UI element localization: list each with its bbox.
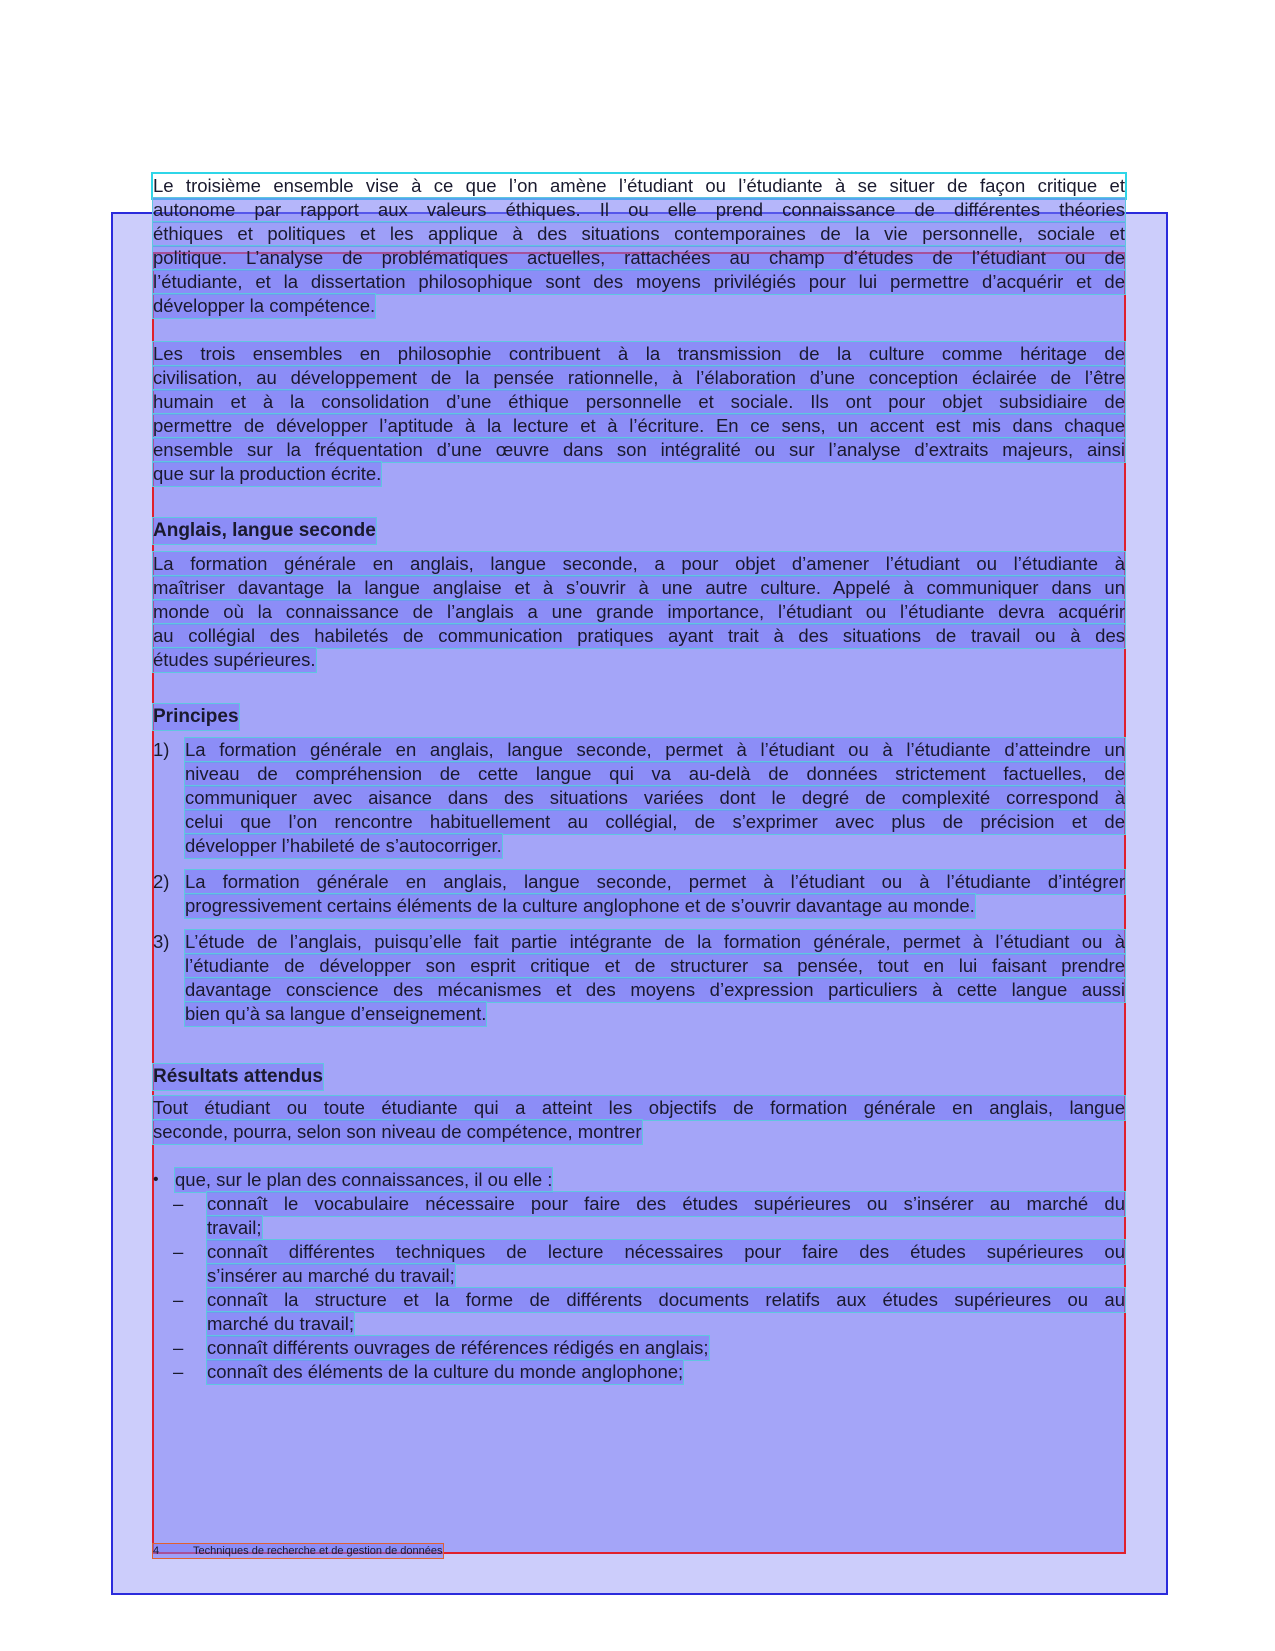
sub-list-item [153, 1336, 1125, 1360]
item-line: niveau de compréhension de cette langue qui va au-delà de données strictement factuelles, de [185, 763, 1125, 784]
paragraph-line: au collégial des habiletés de communication pratiques ayant trait à des situations de travail ou à des [153, 625, 1125, 646]
item-line: progressivement certains éléments de la culture anglophone et de s’ouvrir davantage au monde. [185, 895, 975, 916]
paragraph-line: politique. L’analyse de problématiques actuelles, rattachées au champ d’études de l’étudiant ou de [153, 247, 1125, 268]
dash-icon: – [173, 1361, 184, 1382]
sub-item-line: travail; [207, 1217, 262, 1238]
item-line: l’étudiante de développer son esprit critique et de structurer sa pensée, tout en lui faisant prendre [185, 955, 1125, 976]
item-line: bien qu’à sa langue d’enseignement. [185, 1003, 487, 1024]
item-number: 2) [153, 871, 170, 892]
paragraph-line: Tout étudiant ou toute étudiante qui a atteint les objectifs de formation générale en anglais, langue [153, 1097, 1125, 1118]
philosophy-paragraph [153, 342, 1125, 486]
item-line: celui que l’on rencontre habituellement au collégial, de s’exprimer avec plus de précision et de [185, 811, 1125, 832]
paragraph-line: études supérieures. [153, 649, 316, 670]
dash-icon: – [173, 1241, 184, 1262]
page-footer [153, 1544, 443, 1558]
item-line: communiquer avec aisance dans des situations variées dont le degré de complexité correspond à [185, 787, 1125, 808]
item-line: davantage conscience des mécanismes et des moyens d’expression particuliers à cette langue aussi [185, 979, 1125, 1000]
section-results [153, 1064, 1125, 1384]
paragraph-line: développer la compétence. [153, 295, 376, 316]
paragraph-line: maîtriser davantage la langue anglaise et à s’ouvrir à une autre culture. Appelé à communiquer dans un [153, 577, 1125, 598]
paragraph-line: civilisation, au développement de la pensée rationnelle, à l’élaboration d’une conception éclairée de l’être [153, 367, 1125, 388]
paragraph-line: Le troisième ensemble vise à ce que l’on amène l’étudiant ou l’étudiante à se situer de façon critique et [153, 175, 1125, 196]
sub-list-item [153, 1240, 1125, 1288]
item-line: La formation générale en anglais, langue seconde, permet à l’étudiant ou à l’étudiante d’intégrer [185, 871, 1125, 892]
intro-paragraph [153, 174, 1125, 318]
bullet-icon: • [153, 1171, 159, 1188]
item-line: La formation générale en anglais, langue seconde, permet à l’étudiant ou à l’étudiante d’atteindre un [185, 739, 1125, 760]
sub-item-line: connaît différents ouvrages de références rédigés en anglais; [207, 1337, 709, 1358]
bullet-item [153, 1168, 1125, 1192]
document-body [153, 174, 1125, 1384]
sub-item-line: connaît différentes techniques de lecture nécessaires pour faire des études supérieures ou [207, 1241, 1125, 1262]
paragraph-line: monde où la connaissance de l’anglais a une grande importance, l’étudiant ou l’étudiante devra acquérir [153, 601, 1125, 622]
sub-list-item [153, 1360, 1125, 1384]
item-number: 3) [153, 931, 170, 952]
sub-item-line: connaît le vocabulaire nécessaire pour faire des études supérieures ou s’insérer au marché du [207, 1193, 1125, 1214]
item-line: L’étude de l’anglais, puisqu’elle fait partie intégrante de la formation générale, permet à l’étudiant ou à [185, 931, 1125, 952]
dash-icon: – [173, 1337, 184, 1358]
numbered-item [153, 870, 1125, 918]
paragraph-line: La formation générale en anglais, langue seconde, a pour objet d’amener l’étudiant ou l’étudiante à [153, 553, 1125, 574]
bullet-text: que, sur le plan des connaissances, il ou elle : [175, 1169, 553, 1190]
page-number: 4 [153, 1545, 160, 1557]
paragraph-line: seconde, pourra, selon son niveau de compétence, montrer [153, 1121, 642, 1142]
section-principles [153, 704, 1125, 1026]
sub-item-line: marché du travail; [207, 1313, 355, 1334]
section-heading: Résultats attendus [153, 1064, 323, 1090]
paragraph-line: que sur la production écrite. [153, 463, 382, 484]
paragraph-line: Les trois ensembles en philosophie contribuent à la transmission de la culture comme héritage de [153, 343, 1125, 364]
section-heading: Anglais, langue seconde [153, 518, 376, 544]
paragraph-line: l’étudiante, et la dissertation philosophique sont des moyens privilégiés pour lui permettre d’acquérir et de [153, 271, 1125, 292]
footer-title: Techniques de recherche et de gestion de données [193, 1545, 443, 1557]
paragraph-line: éthiques et politiques et les applique à des situations contemporaines de la vie personnelle, sociale et [153, 223, 1125, 244]
section-heading: Principes [153, 704, 239, 730]
sub-item-line: s’insérer au marché du travail; [207, 1265, 455, 1286]
item-number: 1) [153, 739, 170, 760]
sub-list-item [153, 1288, 1125, 1336]
section-english [153, 518, 1125, 672]
dash-icon: – [173, 1193, 184, 1214]
dash-icon: – [173, 1289, 184, 1310]
paragraph-line: ensemble sur la fréquentation d’une œuvre dans son intégralité ou sur l’analyse d’extraits majeurs, ainsi [153, 439, 1125, 460]
sub-item-line: connaît la structure et la forme de différents documents relatifs aux études supérieures ou au [207, 1289, 1125, 1310]
numbered-item [153, 930, 1125, 1026]
paragraph-line: humain et à la consolidation d’une éthique personnelle et sociale. Ils ont pour objet subsidiaire de [153, 391, 1125, 412]
sub-item-line: connaît des éléments de la culture du monde anglophone; [207, 1361, 684, 1382]
numbered-item [153, 738, 1125, 858]
sub-list-item [153, 1192, 1125, 1240]
item-line: développer l’habileté de s’autocorriger. [185, 835, 502, 856]
paragraph-line: permettre de développer l’aptitude à la lecture et à l’écriture. En ce sens, un accent est mis dans chaque [153, 415, 1125, 436]
paragraph-line: autonome par rapport aux valeurs éthiques. Il ou elle prend connaissance de différentes théories [153, 199, 1125, 220]
